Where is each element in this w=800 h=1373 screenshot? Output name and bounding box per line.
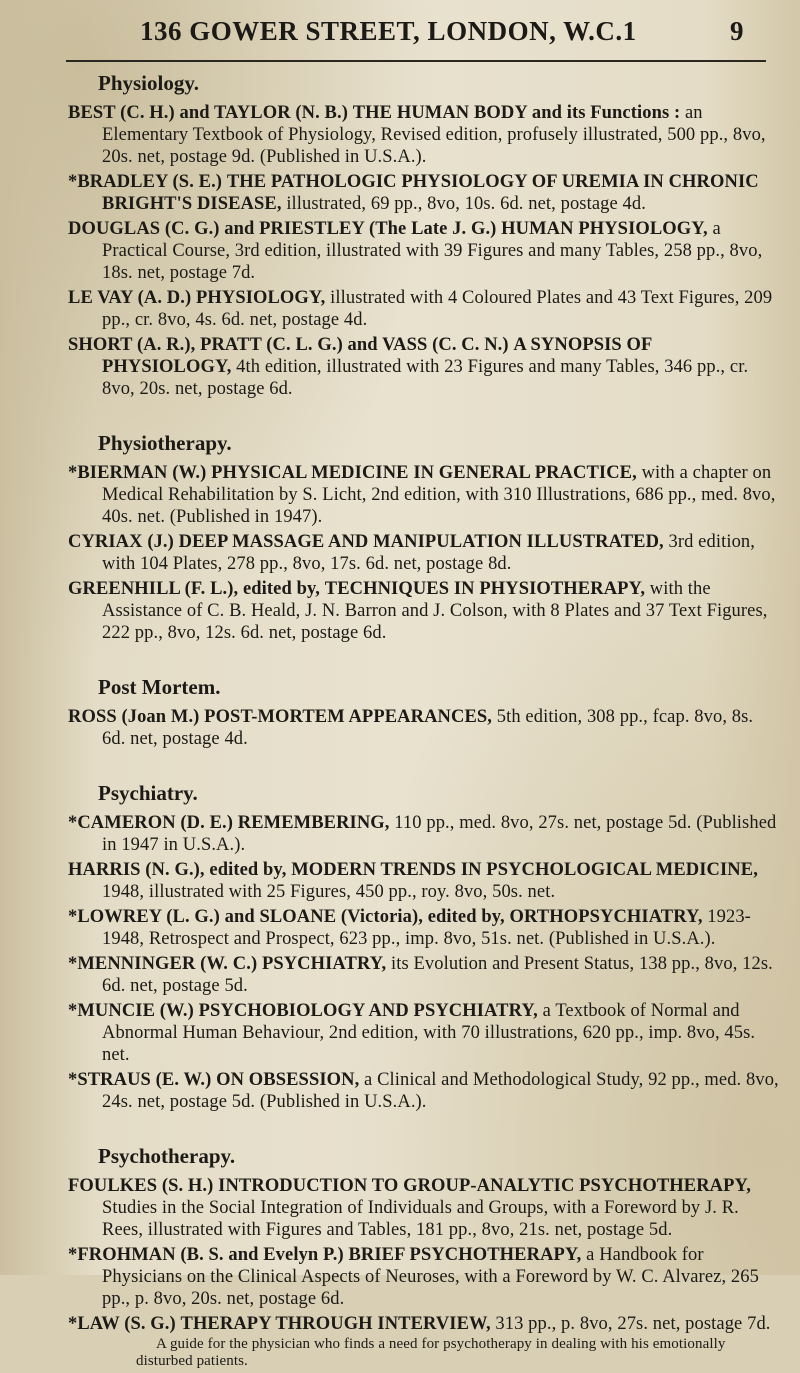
section-title: Physiotherapy.	[98, 431, 232, 455]
entry-title: ORTHOPSYCHIATRY,	[509, 907, 703, 927]
entry-title: THE PATHOLOGIC PHYSIOLOGY OF UREMIA IN CHRONIC BRIGHT'S DISEASE,	[102, 172, 759, 214]
entry-details: 5th edition, 308 pp., fcap. 8vo, 8s. 6d. net, postage 4d.	[102, 707, 754, 749]
section-title: Physiology.	[98, 71, 199, 95]
catalogue-entry	[68, 102, 780, 168]
entry-title: BRIEF PSYCHOTHERAPY,	[348, 1245, 582, 1265]
entry-title: INTRODUCTION TO GROUP-ANALYTIC PSYCHOTHERAPY,	[218, 1176, 752, 1196]
entry-details: a Practical Course, 3rd edition, illustrated with 39 Figures and many Tables, 258 pp., 8vo, 18s. net, postage 7d.	[102, 219, 763, 283]
entry-author: *BRADLEY (S. E.)	[68, 172, 223, 192]
entry-title: DEEP MASSAGE AND MANIPULATION ILLUSTRATED,	[178, 532, 664, 552]
entry-author: HARRIS (N. G.), edited by,	[68, 860, 287, 880]
catalogue-entry	[68, 218, 780, 284]
catalogue-entry	[68, 334, 780, 400]
entry-author: GREENHILL (F. L.), edited by,	[68, 579, 321, 599]
catalogue-entry	[68, 531, 780, 575]
entry-title: MODERN TRENDS IN PSYCHOLOGICAL MEDICINE,	[291, 860, 758, 880]
catalogue-content	[68, 68, 780, 1373]
entry-title: A SYNOPSIS OF PHYSIOLOGY,	[102, 335, 652, 377]
entry-author: *STRAUS (E. W.)	[68, 1070, 212, 1090]
entry-details: illustrated, 69 pp., 8vo, 10s. 6d. net, postage 4d.	[286, 194, 646, 214]
catalogue-entry	[68, 812, 780, 856]
catalogue-entry	[68, 953, 780, 997]
entry-title: REMEMBERING,	[237, 813, 390, 833]
entry-details: with a chapter on Medical Rehabilitation by S. Licht, 2nd edition, with 310 Illustrations, 686 pp., med. 8vo, 40s. net. (Published in 1947).	[102, 463, 776, 527]
entry-author: *MENNINGER (W. C.)	[68, 954, 258, 974]
header-rule	[66, 60, 766, 62]
catalogue-entry	[68, 1069, 780, 1113]
page-number: 9	[730, 16, 744, 46]
entry-details: Studies in the Social Integration of Individuals and Groups, with a Foreword by J. R. Rees, illustrated with Figures and Tables, 181 pp., 8vo, 21s. net, postage 5d.	[102, 1198, 739, 1240]
entry-author: *FROHMAN (B. S. and Evelyn P.)	[68, 1245, 344, 1265]
catalogue-entry	[68, 171, 780, 215]
catalogue-entry	[68, 1000, 780, 1066]
entry-author: ROSS (Joan M.)	[68, 707, 200, 727]
entry-author: *BIERMAN (W.)	[68, 463, 207, 483]
entry-details: 313 pp., p. 8vo, 27s. net, postage 7d.	[495, 1314, 771, 1334]
entry-title: THERAPY THROUGH INTERVIEW,	[180, 1314, 491, 1334]
entry-details: an Elementary Textbook of Physiology, Revised edition, profusely illustrated, 500 pp., 8vo, 20s. net, postage 9d. (Published in U.S.A.).	[102, 103, 766, 167]
section-title: Psychotherapy.	[98, 1144, 236, 1168]
page-header	[0, 10, 800, 54]
catalogue-entry	[68, 859, 780, 903]
entry-author: *LAW (S. G.)	[68, 1314, 176, 1334]
entry-author: CYRIAX (J.)	[68, 532, 174, 552]
entry-details: 1923-1948, Retrospect and Prospect, 623 pp., imp. 8vo, 51s. net. (Published in U.S.A.).	[102, 907, 751, 949]
entry-details: a Handbook for Physicians on the Clinical Aspects of Neuroses, with a Foreword by W. C. Alvarez, 265 pp., p. 8vo, 20s. net, postage 6d.	[102, 1245, 759, 1309]
entry-author: SHORT (A. R.), PRATT (C. L. G.) and VASS (C. C. N.)	[68, 335, 509, 355]
entry-note: A guide for the physician who finds a need for psychotherapy in dealing with his emotionally disturbed patients.	[136, 1336, 726, 1369]
entry-author: *LOWREY (L. G.) and SLOANE (Victoria), edited by,	[68, 907, 505, 927]
entry-author: DOUGLAS (C. G.) and PRIESTLEY (The Late J. G.)	[68, 219, 497, 239]
entry-title: PSYCHIATRY,	[261, 954, 387, 974]
catalogue-entry	[68, 1175, 780, 1241]
entry-details: with the Assistance of C. B. Heald, J. N. Barron and J. Colson, with 8 Plates and 37 Text Figures, 222 pp., 8vo, 12s. 6d. net, postage 6d.	[102, 579, 768, 643]
section-title: Post Mortem.	[98, 675, 221, 699]
catalogue-entry	[68, 578, 780, 644]
entry-details: 4th edition, illustrated with 23 Figures and many Tables, 346 pp., cr. 8vo, 20s. net, postage 6d.	[102, 357, 749, 399]
entry-title: POST-MORTEM APPEARANCES,	[204, 707, 493, 727]
entry-details: illustrated with 4 Coloured Plates and 43 Text Figures, 209 pp., cr. 8vo, 4s. 6d. net, postage 4d.	[102, 288, 773, 330]
entry-details: a Clinical and Methodological Study, 92 pp., med. 8vo, 24s. net, postage 5d. (Published in U.S.A.).	[102, 1070, 779, 1112]
entry-author: FOULKES (S. H.)	[68, 1176, 214, 1196]
entry-title: PHYSIOLOGY,	[195, 288, 326, 308]
entry-author: LE VAY (A. D.)	[68, 288, 192, 308]
section-title: Psychiatry.	[98, 781, 198, 805]
header-title: 136 GOWER STREET, LONDON, W.C.1	[140, 16, 637, 46]
entry-details: a Textbook of Normal and Abnormal Human Behaviour, 2nd edition, with 70 illustrations, 620 pp., imp. 8vo, 45s. net.	[102, 1001, 756, 1065]
catalogue-entry	[68, 1313, 780, 1370]
catalogue-entry	[68, 906, 780, 950]
entry-title: PHYSICAL MEDICINE IN GENERAL PRACTICE,	[211, 463, 637, 483]
entry-author: *MUNCIE (W.)	[68, 1001, 194, 1021]
catalogue-entry	[68, 462, 780, 528]
entry-author: BEST (C. H.) and TAYLOR (N. B.)	[68, 103, 348, 123]
entry-title: PSYCHOBIOLOGY AND PSYCHIATRY,	[198, 1001, 538, 1021]
entry-title: THE HUMAN BODY and its Functions :	[352, 103, 681, 123]
entry-details: its Evolution and Present Status, 138 pp., 8vo, 12s. 6d. net, postage 5d.	[102, 954, 773, 996]
entry-details: 110 pp., med. 8vo, 27s. net, postage 5d. (Published in 1947 in U.S.A.).	[102, 813, 777, 855]
catalogue-entry	[68, 1244, 780, 1310]
entry-details: 1948, illustrated with 25 Figures, 450 pp., roy. 8vo, 50s. net.	[102, 882, 556, 902]
entry-details: 3rd edition, with 104 Plates, 278 pp., 8vo, 17s. 6d. net, postage 8d.	[102, 532, 755, 574]
catalogue-entry	[68, 706, 780, 750]
entry-title: TECHNIQUES IN PHYSIOTHERAPY,	[324, 579, 646, 599]
entry-title: HUMAN PHYSIOLOGY,	[501, 219, 708, 239]
catalogue-entry	[68, 287, 780, 331]
entry-author: *CAMERON (D. E.)	[68, 813, 234, 833]
entry-title: ON OBSESSION,	[216, 1070, 360, 1090]
